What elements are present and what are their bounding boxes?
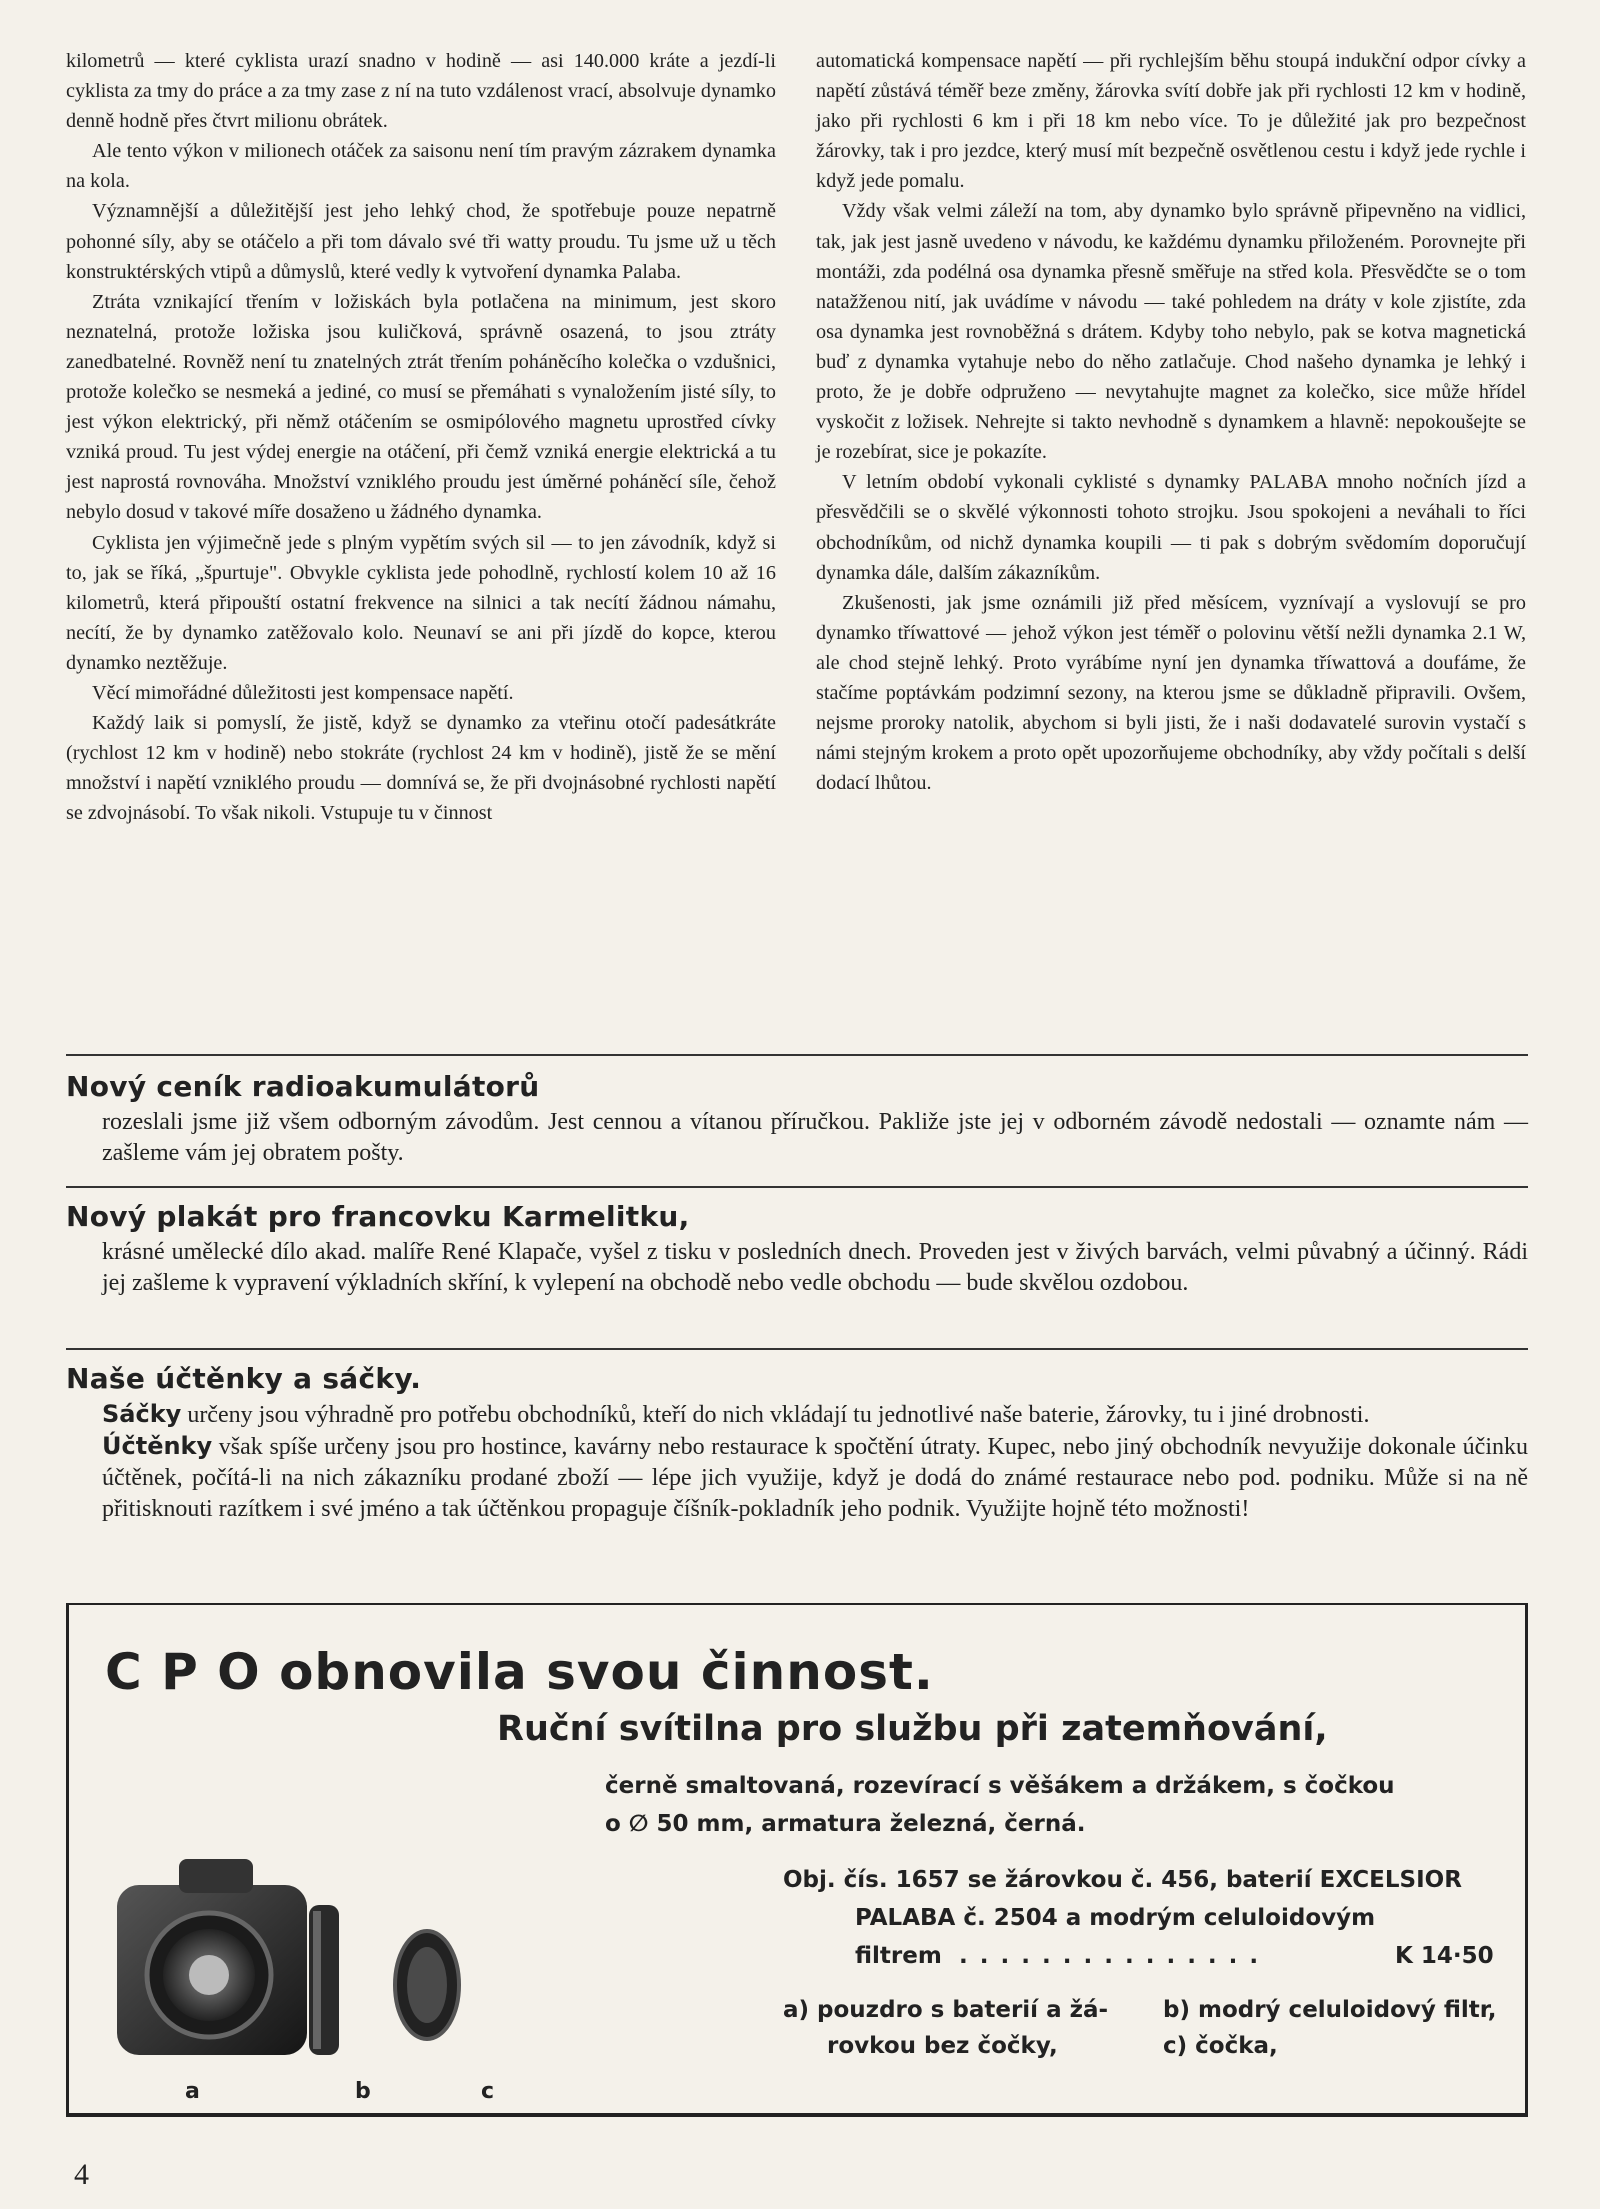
ad-title: C P O obnovila svou činnost. (105, 1643, 934, 1701)
notice-receipts (66, 1362, 1528, 1525)
notice-body: však spíše určeny jsou pro hostince, kavárny nebo restaurace k spočtění útraty. Kupec, nebo jiný obchodník nevyužije dokonale účinku účtěnek, počítá-li na nich zákazníku prodané zboží — lépe jich využije, když je dodá do známé restaurace nebo pod. podniku. Může si na ně přitisknouti razítkem i své jméno a tak účtěnkou propaguje číšník-pokladník jeho podnik. Využijte hojně této možnosti! (102, 1434, 1528, 1522)
article-columns (66, 46, 1526, 828)
divider (66, 1054, 1528, 1056)
paragraph: V letním období vykonali cyklisté s dynamky PALABA mnoho nočních jízd a přesvědčili se o skvělé výkonnosti tohoto strojku. Jsou spokojeni a neváhali to říci obchodníkům, od nichž dynamka koupili — ti pak s dobrým svědomím doporučují dynamka dále, dalším zákazníkům. (816, 471, 1526, 584)
ad-option: b) modrý celuloidový filtr, (1163, 1997, 1497, 2023)
ad-option: c) čočka, (1163, 2033, 1278, 2059)
ad-option: a) pouzdro s baterií a žá- (783, 1997, 1109, 2023)
ad-order: filtrem (855, 1943, 942, 1969)
lead-word: Sáčky (102, 1400, 182, 1428)
notice-title: Nový plakát pro francovku Karmelitku, (66, 1200, 690, 1233)
ad-option: rovkou bez čočky, (827, 2033, 1058, 2059)
notice-poster (66, 1200, 1528, 1299)
divider (66, 1348, 1528, 1350)
flashlight-illustration (109, 1845, 529, 2065)
battery-case (309, 1905, 339, 2055)
flashlight-body (117, 1859, 307, 2055)
figure-label-c: c (481, 2079, 495, 2104)
ad-subtitle: Ruční svítilna pro službu při zatemňování, (497, 1709, 1328, 1749)
figure-label-b: b (355, 2079, 371, 2104)
ad-description: o ∅ 50 mm, armatura železná, černá. (605, 1811, 1086, 1837)
paragraph: Cyklista jen výjimečně jede s plným vypětím svých sil — to jen závodník, když si to, jak se říká, „špurtuje". Obvykle cyklista jede pohodlně, rychlostí kolem 10 až 16 kilometrů, která připouští ostatní frekvence na silnici a tak necítí žádnou námahu, necítí, že by dynamko zatěžovalo kolo. Neunaví se ani při jízdě do kopce, kterou dynamko neztěžuje. (66, 531, 776, 674)
divider (66, 1186, 1528, 1188)
paragraph: Ale tento výkon v milionech otáček za saisonu není tím pravým zázrakem dynamka na kola. (66, 140, 776, 193)
notice-title: Nový ceník radioakumulátorů (66, 1070, 540, 1103)
notice-body: určeny jsou výhradně pro potřebu obchodníků, kteří do nich vkládají tu jednotlivé naše baterie, žárovky, tu i jiné drobnosti. (181, 1402, 1370, 1428)
notice-body: krásné umělecké dílo akad. malíře René Klapače, vyšel z tisku v posledních dnech. Proveden jest v živých barvách, velmi půvabný a účinný. Rádi jej zašleme k vypravení výkladních skříní, k vylepení na obchodě nebo vedle obchodu — bude skvělou ozdobou. (102, 1239, 1528, 1296)
paragraph: automatická kompensace napětí — při rychlejším běhu stoupá indukční odpor cívky a napětí zůstává téměř beze změny, žárovka svítí dobře jak při rychlosti 12 km v hodině, jako při rychlosti 6 km i při 18 km nebo více. To je důležité jak pro bezpečnost žárovky, tak i pro jezdce, který musí mít bezpečně osvětlenou cestu i když jede rychle i když jede pomalu. (816, 50, 1526, 193)
right-column (816, 46, 1526, 828)
ad-order: Obj. čís. 1657 se žárovkou č. 456, baterií EXCELSIOR (783, 1867, 1462, 1893)
paragraph: Vždy však velmi záleží na tom, aby dynamko bylo správně připevněno na vidlici, tak, jak jest jasně uvedeno v návodu, ke každému dynamku přiloženém. Porovnejte při montáži, zda podélná osa dynamka přesně směřuje na střed kola. Přesvědčte se o tom natažženou nití, jak uvádíme v návodu — také pohledem na dráty v kole zjistíte, zda osa dynamka jest rovnoběžná s drátem. Kdyby toho nebylo, pak se kotva magnetická buď z dynamka vytahuje nebo do něho zatlačuje. Chod našeho dynamka je lehký i proto, že je dobře odpruženo — nevytahujte magnet za kolečko, sice může hřídel vyskočit z ložisek. Nehrejte si takto nevhodně s dynamkem a hlavně: nepokoušejte se je rozebírat, sice je pokazíte. (816, 200, 1526, 464)
left-column (66, 46, 776, 828)
ad-leader-dots: . . . . . . . . . . . . . . . (959, 1943, 1261, 1969)
lens (395, 1931, 459, 2039)
paragraph: Každý laik si pomyslí, že jistě, když se dynamko za vteřinu otočí padesátkráte (rychlost 12 km v hodině) nebo stokráte (rychlost 24 km v hodině), jistě že se mění množství i napětí vzniklého proudu — domnívá se, že při dvojnásobné rychlosti napětí se zdvojnásobí. To však nikoli. Vstupuje tu v činnost (66, 712, 776, 825)
notice-title: Naše účtěnky a sáčky. (66, 1362, 422, 1395)
figure-label-a: a (185, 2079, 200, 2104)
notice-body: rozeslali jsme již všem odborným závodům. Jest cennou a vítanou příručkou. Pakliže jste jej v odborném závodě nedostali — oznamte nám — zašleme vám jej obratem pošty. (102, 1109, 1528, 1166)
notice-price-list (66, 1070, 1528, 1169)
paragraph: kilometrů — které cyklista urazí snadno v hodině — asi 140.000 kráte a jezdí-li cyklista za tmy do práce a za tmy zase z ní na tuto vzdálenost vrací, absolvuje dynamko denně hodně přes čtvrt milionu obrátek. (66, 50, 776, 133)
paragraph: Věcí mimořádné důležitosti jest kompensace napětí. (92, 681, 514, 704)
page-number: 4 (74, 2158, 89, 2191)
ad-order: PALABA č. 2504 a modrým celuloidovým (855, 1905, 1376, 1931)
paragraph: Zkušenosti, jak jsme oznámili již před měsícem, vyznívají a vyslovují se pro dynamko tříwattové — jehož výkon jest téměř o polovinu větší nežli dynamka 2.1 W, ale chod stejně lehký. Proto vyrábíme nyní jen dynamka tříwattová a doufáme, že stačíme poptávkám podzimní sezony, na kterou jsme se důkladně připravili. Ovšem, nejsme proroky natolik, abychom si byli jisti, že i naši dodavatelé surovin vystačí s námi stejným krokem a proto opět upozorňujeme obchodníky, aby vždy počítali s delší dodací lhůtou. (816, 591, 1526, 795)
advertisement-box (66, 1603, 1528, 2117)
lead-word: Účtěnky (102, 1432, 213, 1460)
ad-price: K 14·50 (1395, 1943, 1494, 1969)
paragraph: Ztráta vznikající třením v ložiskách byla potlačena na minimum, jest skoro neznatelná, protože ložiska jsou kuličková, správně osazená, to jsou ztráty zanedbatelné. Rovněž není tu znatelných ztrát třením poháněcího kolečka o vzdušnici, protože kolečko se nesmeká a jediné, co musí se přemáhati s vynaložením jisté síly, to jest výkon elektrický, při němž otáčením se osmipólového magnetu uprostřed cívky vzniká proud. Tu jest výdej energie na otáčení, při čemž vzniká energie elektrická a tu jest naprostá rovnováha. Množství vzniklého proudu jest úměrné poháněcí síle, čehož nebylo dosud v takové míře dosaženo u žádného dynamka. (66, 290, 776, 524)
ad-description: černě smaltovaná, rozevírací s věšákem a držákem, s čočkou (605, 1773, 1395, 1799)
paragraph: Významnější a důležitější jest jeho lehký chod, že spotřebuje pouze nepatrně pohonné síly, aby se otáčelo a při tom dávalo své tři watty proudu. Tu jsme už u těch konstruktérských vtipů a důmyslů, které vedly k vytvoření dynamka Palaba. (66, 200, 776, 283)
